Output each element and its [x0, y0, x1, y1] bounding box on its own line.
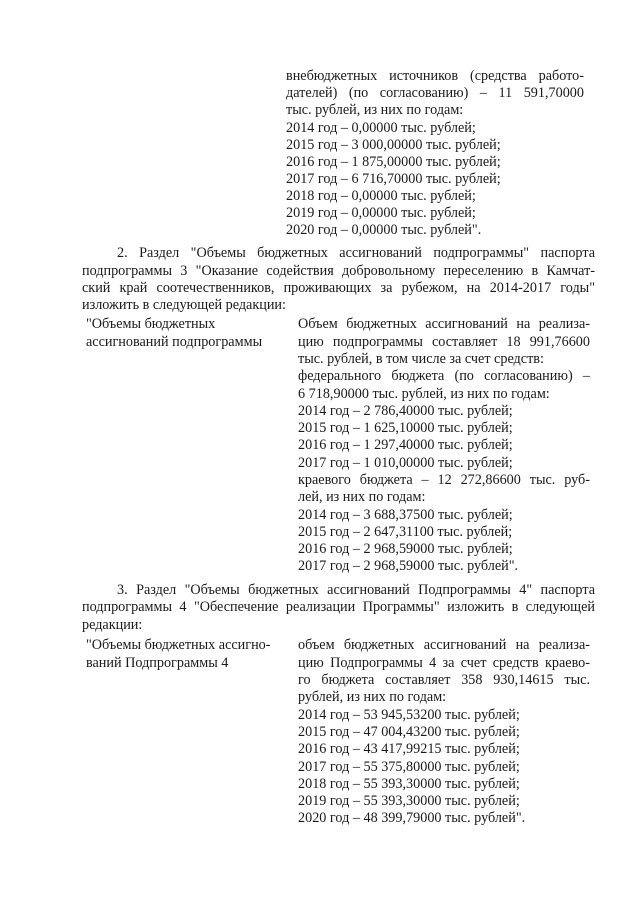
- section-3-line-2: подпрограммы 4 "Обеспечение реализации Программы" изложить в следующей: [82, 599, 595, 615]
- section-2-value-line-10: краевого бюджета – 12 272,86600 тыс. руб-: [298, 472, 590, 488]
- section-3-line-3: редакции:: [82, 617, 143, 633]
- section-2-value-line-15: 2017 год – 2 968,59000 тыс. рублей".: [298, 558, 519, 574]
- section-3-value-line-6: 2015 год – 47 004,43200 тыс. рублей;: [298, 724, 520, 740]
- section-2-line-1: 2. Раздел "Объемы бюджетных ассигнований подпрограммы" паспорта: [117, 245, 595, 261]
- section-3-value-line-7: 2016 год – 43 417,99215 тыс. рублей;: [298, 741, 520, 757]
- section-2-value-line-13: 2015 год – 2 647,31100 тыс. рублей;: [298, 524, 513, 540]
- section-3-value-line-11: 2020 год – 48 399,79000 тыс. рублей".: [298, 810, 526, 826]
- section-2-line-3: ский край соотечественников, проживающих за рубежом, на 2014-2017 годы": [82, 280, 595, 296]
- section-3-value-line-1: объем бюджетных ассигнований на реализа-: [298, 637, 590, 653]
- section-3-value-line-10: 2019 год – 55 393,30000 тыс. рублей;: [298, 793, 520, 809]
- section-2-value-line-4: федерального бюджета (по согласованию) –: [298, 368, 590, 384]
- section-3-value-line-2: цию Подпрограммы 4 за счет средств краево-: [298, 655, 590, 671]
- section-2-line-2: подпрограммы 3 "Оказание содействия добровольному переселению в Камчат-: [82, 263, 595, 279]
- section-2-value-line-9: 2017 год – 1 010,00000 тыс. рублей;: [298, 455, 513, 471]
- section-3-value-line-9: 2018 год – 55 393,30000 тыс. рублей;: [298, 776, 520, 792]
- top-line-10: 2020 год – 0,00000 тыс. рублей".: [286, 222, 482, 238]
- section-2-label-line-1: "Объемы бюджетных: [86, 316, 216, 332]
- section-2-label-line-2: ассигнований подпрограммы: [86, 334, 263, 350]
- section-2-value-line-12: 2014 год – 3 688,37500 тыс. рублей;: [298, 507, 513, 523]
- top-line-3: тыс. рублей, из них по годам:: [286, 102, 464, 118]
- top-line-7: 2017 год – 6 716,70000 тыс. рублей;: [286, 171, 501, 187]
- section-3-value-line-8: 2017 год – 55 375,80000 тыс. рублей;: [298, 759, 520, 775]
- section-3-label-line-1: "Объемы бюджетных ассигно-: [86, 637, 271, 653]
- section-3-value-line-5: 2014 год – 53 945,53200 тыс. рублей;: [298, 707, 520, 723]
- section-2-line-4: изложить в следующей редакции:: [82, 297, 286, 313]
- section-2-value-line-14: 2016 год – 2 968,59000 тыс. рублей;: [298, 541, 513, 557]
- top-line-5: 2015 год – 3 000,00000 тыс. рублей;: [286, 137, 501, 153]
- top-line-6: 2016 год – 1 875,00000 тыс. рублей;: [286, 154, 501, 170]
- top-line-4: 2014 год – 0,00000 тыс. рублей;: [286, 120, 476, 136]
- section-2-value-line-1: Объем бюджетных ассигнований на реализа-: [298, 316, 590, 332]
- section-2-value-line-6: 2014 год – 2 786,40000 тыс. рублей;: [298, 403, 513, 419]
- top-line-9: 2019 год – 0,00000 тыс. рублей;: [286, 205, 476, 221]
- top-line-1: внебюджетных источников (средства работо-: [286, 68, 584, 84]
- section-3-label-line-2: ваний Подпрограммы 4: [86, 655, 229, 671]
- section-2-value-line-11: лей, из них по годам:: [298, 489, 426, 505]
- section-2-value-line-7: 2015 год – 1 625,10000 тыс. рублей;: [298, 420, 513, 436]
- section-2-value-line-2: цию подпрограммы составляет 18 991,76600: [298, 334, 590, 350]
- top-line-2: дателей) (по согласованию) – 11 591,70000: [286, 85, 584, 101]
- top-line-8: 2018 год – 0,00000 тыс. рублей;: [286, 188, 476, 204]
- section-2-value-line-5: 6 718,90000 тыс. рублей, из них по годам:: [298, 386, 550, 402]
- section-3-line-1: 3. Раздел "Объемы бюджетных ассигнований Подпрограммы 4" паспорта: [117, 582, 595, 598]
- section-2-value-line-8: 2016 год – 1 297,40000 тыс. рублей;: [298, 437, 513, 453]
- section-2-value-line-3: тыс. рублей, в том числе за счет средств:: [298, 351, 544, 367]
- section-3-value-line-3: го бюджета составляет 358 930,14615 тыс.: [298, 672, 590, 688]
- section-3-value-line-4: рублей, из них по годам:: [298, 689, 447, 705]
